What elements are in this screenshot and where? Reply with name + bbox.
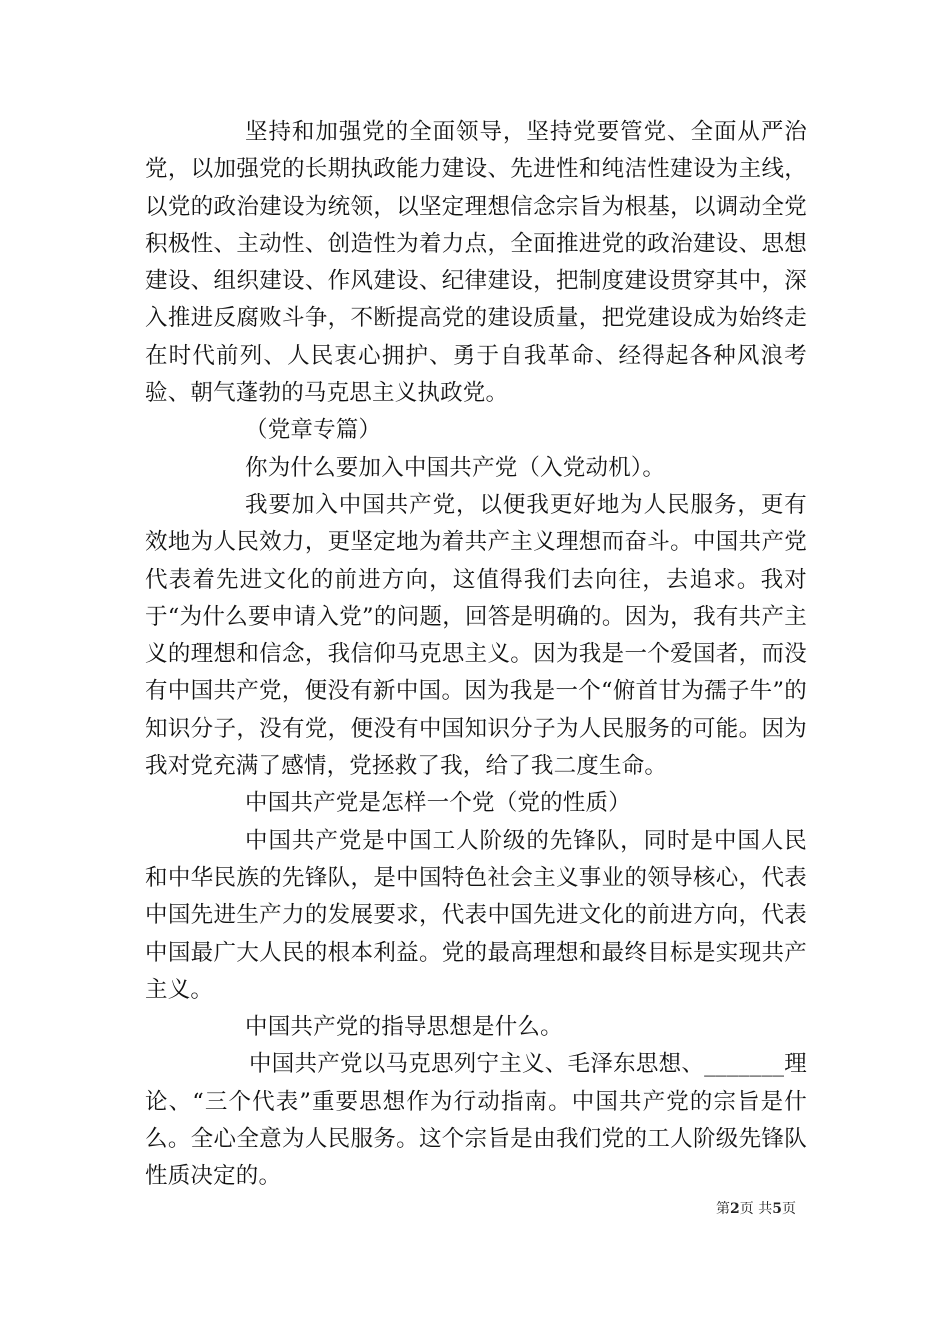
paragraph-party-leadership: 坚持和加强党的全面领导，坚持党要管党、全面从严治党，以加强党的长期执政能力建设、先进性和纯洁性建设为主线，以党的政治建设为统领，以坚定理想信念宗旨为根基，以调动全党积极性、主动性、创造性为着力点，全面推进党的政治建设、思想建设、组织建设、作风建设、纪律建设，把制度建设贯穿其中，深入推进反腐败斗争，不断提高党的建设质量，把党建设成为始终走在时代前列、人民衷心拥护、勇于自我革命、经得起各种风浪考验、朝气蓬勃的马克思主义执政党。 [145,119,807,407]
footer-current-page: 2 [730,1201,740,1217]
paragraph-answer-nature: 中国共产党是中国工人阶级的先锋队，同时是中国人民和中华民族的先锋队，是中国特色社会主义事业的领导核心，代表中国先进生产力的发展要求，代表中国先进文化的前进方向，代表中国最广大人民的根本利益。党的最高理想和最终目标是实现共产主义。 [145,827,807,1003]
paragraph-answer-motivation: 我要加入中国共产党，以便我更好地为人民服务，更有效地为人民效力，更坚定地为着共产主义理想而奋斗。中国共产党代表着先进文化的前进方向，这值得我们去向往，去追求。我对于“为什么要申请入党”的问题，回答是明确的。因为，我有共产主义的理想和信念，我信仰马克思主义。因为我是一个爱国者，而没有中国共产党，便没有新中国。因为我是一个“俯首甘为孺子牛”的知识分子，没有党，便没有中国知识分子为人民服务的可能。因为我对党充满了感情，党拯救了我，给了我二度生命。 [145,491,807,780]
footer-prefix: 第 [716,1201,730,1217]
paragraph-section-heading: （党章专篇） [245,417,382,444]
paragraph-question-guiding-thought: 中国共产党的指导思想是什么。 [245,1014,563,1041]
paragraph-answer-guiding-thought: 中国共产党以马克思列宁主义、毛泽东思想、_______理论、“三个代表”重要思想作为行动指南。中国共产党的宗旨是什么。全心全意为人民服务。这个宗旨是由我们党的工人阶级先锋队性质决定的。 [145,1051,807,1190]
footer-middle: 页 共 [739,1201,773,1217]
footer-total-pages: 5 [772,1201,782,1217]
paragraph-question-motivation: 你为什么要加入中国共产党（入党动机）。 [245,454,666,481]
page-footer [716,1200,796,1218]
paragraph-question-nature: 中国共产党是怎样一个党（党的性质） [245,790,631,817]
footer-suffix: 页 [781,1201,796,1217]
document-body [145,114,807,1196]
